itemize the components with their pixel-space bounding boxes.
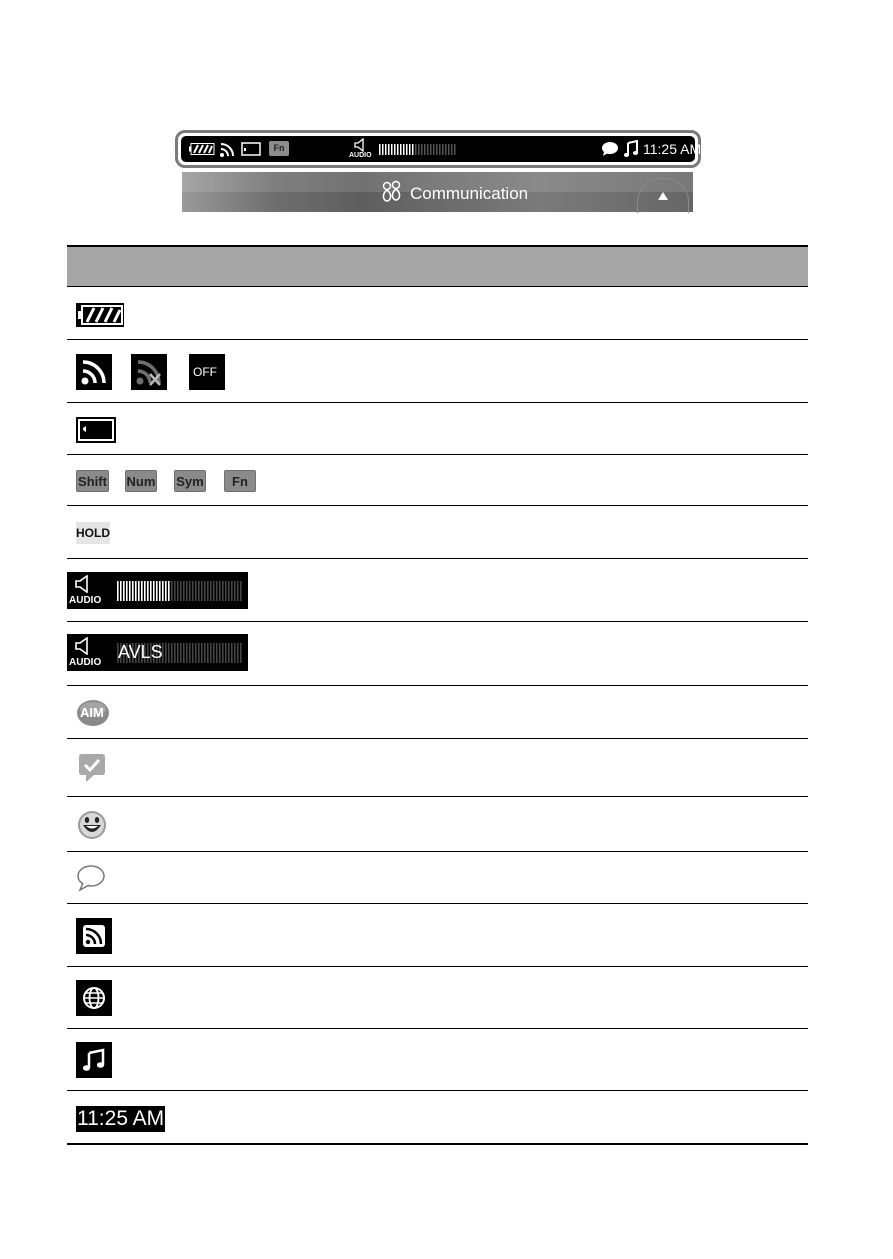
level-bar xyxy=(171,643,173,663)
level-bar xyxy=(415,144,417,155)
memory-card-icon xyxy=(76,417,116,443)
sym-key-indicator: Sym xyxy=(174,470,206,492)
level-bar xyxy=(138,581,140,601)
level-bar xyxy=(165,643,167,663)
level-bar xyxy=(189,581,191,601)
num-key-indicator: Num xyxy=(125,470,157,492)
clock-time: 11:25 AM xyxy=(77,1107,165,1130)
level-bar xyxy=(222,581,224,601)
level-bar xyxy=(454,144,456,155)
level-bar xyxy=(180,643,182,663)
level-bar xyxy=(216,643,218,663)
wireless-off-icon xyxy=(189,354,225,390)
level-bar xyxy=(400,144,402,155)
table-row xyxy=(67,797,808,852)
level-bar xyxy=(225,581,227,601)
level-bar xyxy=(126,581,128,601)
level-bar xyxy=(442,144,444,155)
volume-level-icon xyxy=(117,581,247,601)
speaker-icon xyxy=(75,637,93,655)
wireless-on-icon xyxy=(76,354,112,390)
level-bar xyxy=(171,581,173,601)
table-row xyxy=(67,403,808,455)
level-bar xyxy=(168,643,170,663)
level-bar xyxy=(177,581,179,601)
level-bar xyxy=(201,643,203,663)
level-bar xyxy=(231,581,233,601)
level-bar xyxy=(418,144,420,155)
level-bar xyxy=(228,581,230,601)
fn-key-indicator: Fn xyxy=(269,141,289,156)
level-bar xyxy=(394,144,396,155)
table-row xyxy=(67,559,808,622)
level-bar xyxy=(433,144,435,155)
level-bar xyxy=(204,643,206,663)
level-bar xyxy=(195,643,197,663)
level-bar xyxy=(225,643,227,663)
level-bar xyxy=(240,581,242,601)
level-bar xyxy=(186,643,188,663)
table-row xyxy=(67,506,808,559)
clock: 11:25 AM xyxy=(643,141,702,157)
level-bar xyxy=(186,581,188,601)
battery-icon xyxy=(76,303,124,327)
level-bar xyxy=(174,643,176,663)
level-bar xyxy=(189,643,191,663)
level-bar xyxy=(165,581,167,601)
rss-feed-icon xyxy=(76,918,112,954)
level-bar xyxy=(388,144,390,155)
fn-key-indicator: Fn xyxy=(224,470,256,492)
status-icon-table xyxy=(67,245,808,1145)
level-bar xyxy=(421,144,423,155)
level-bar xyxy=(192,643,194,663)
level-bar xyxy=(207,643,209,663)
table-row xyxy=(67,455,808,506)
level-bar xyxy=(216,581,218,601)
level-bar xyxy=(132,581,134,601)
communication-label: Communication xyxy=(410,184,529,203)
table-row xyxy=(67,739,808,797)
audio-label: AUDIO xyxy=(69,595,102,606)
level-bar xyxy=(129,581,131,601)
avls-indicator xyxy=(67,634,248,671)
level-bar xyxy=(424,144,426,155)
level-bar xyxy=(427,144,429,155)
chat-bubble-icon[interactable] xyxy=(601,141,619,157)
level-bar xyxy=(141,581,143,601)
audio-label: AUDIO xyxy=(349,152,372,159)
music-note-icon[interactable] xyxy=(623,140,639,158)
level-bar xyxy=(183,581,185,601)
level-bar xyxy=(210,643,212,663)
level-bar xyxy=(403,144,405,155)
communication-icon xyxy=(381,180,403,204)
table-row xyxy=(67,622,808,686)
level-bar xyxy=(204,581,206,601)
communication-bar[interactable] xyxy=(182,172,693,212)
level-bar xyxy=(219,581,221,601)
audio-speaker-icon[interactable] xyxy=(349,138,379,162)
table-row xyxy=(67,967,808,1029)
memory-card-icon xyxy=(241,142,261,156)
level-bar xyxy=(192,581,194,601)
hold-label: HOLD xyxy=(76,522,110,544)
music-note-icon xyxy=(76,1042,112,1078)
chat-bubble-icon xyxy=(76,864,106,892)
level-bar xyxy=(237,643,239,663)
off-label: OFF xyxy=(193,365,217,379)
yahoo-messenger-icon xyxy=(76,809,108,841)
level-bar xyxy=(198,581,200,601)
level-bar xyxy=(439,144,441,155)
level-bar xyxy=(147,581,149,601)
aim-label: AIM xyxy=(80,705,104,720)
level-bar xyxy=(222,643,224,663)
shift-key-indicator: Shift xyxy=(76,470,109,492)
level-bar xyxy=(409,144,411,155)
battery-icon xyxy=(189,143,215,155)
table-row xyxy=(67,686,808,739)
level-bar xyxy=(436,144,438,155)
table-row xyxy=(67,340,808,403)
level-bar xyxy=(451,144,453,155)
table-row xyxy=(67,1091,808,1145)
level-bar xyxy=(234,581,236,601)
audio-volume-indicator xyxy=(67,572,248,609)
arrow-up-icon xyxy=(657,191,669,201)
web-globe-icon xyxy=(76,980,112,1016)
level-bar xyxy=(228,643,230,663)
level-bar xyxy=(174,581,176,601)
level-bar xyxy=(123,581,125,601)
level-bar xyxy=(150,581,152,601)
level-bar xyxy=(162,581,164,601)
level-bar xyxy=(213,643,215,663)
level-bar xyxy=(135,581,137,601)
table-row xyxy=(67,1029,808,1091)
wireless-disconnected-icon xyxy=(131,354,167,390)
level-bar xyxy=(153,581,155,601)
level-bar xyxy=(234,643,236,663)
level-bar xyxy=(144,581,146,601)
table-row xyxy=(67,904,808,967)
level-bar xyxy=(412,144,414,155)
audio-label: AUDIO xyxy=(69,657,102,668)
level-bar xyxy=(195,581,197,601)
level-bar xyxy=(231,643,233,663)
level-bar xyxy=(168,581,170,601)
table-row xyxy=(67,852,808,904)
level-bar xyxy=(156,581,158,601)
level-bar xyxy=(210,581,212,601)
level-bar xyxy=(391,144,393,155)
volume-level-icon[interactable] xyxy=(379,144,459,155)
level-bar xyxy=(219,643,221,663)
level-bar xyxy=(120,581,122,601)
google-talk-icon xyxy=(76,752,108,784)
wireless-icon[interactable] xyxy=(219,140,237,158)
speaker-icon xyxy=(75,575,93,593)
level-bar xyxy=(159,581,161,601)
level-bar xyxy=(445,144,447,155)
level-bar xyxy=(183,643,185,663)
level-bar xyxy=(406,144,408,155)
level-bar xyxy=(180,581,182,601)
level-bar xyxy=(382,144,384,155)
modifier-keys xyxy=(76,470,276,492)
level-bar xyxy=(385,144,387,155)
level-bar xyxy=(213,581,215,601)
level-bar xyxy=(430,144,432,155)
table-row xyxy=(67,287,808,340)
table-header xyxy=(67,245,808,287)
level-bar xyxy=(117,581,119,601)
level-bar xyxy=(207,581,209,601)
level-bar xyxy=(177,643,179,663)
hold-indicator xyxy=(76,522,110,544)
level-bar xyxy=(448,144,450,155)
level-bar xyxy=(379,144,381,155)
level-bar xyxy=(240,643,242,663)
avls-label: AVLS xyxy=(118,642,163,662)
aim-icon xyxy=(76,699,110,727)
status-bar xyxy=(175,130,701,168)
level-bar xyxy=(237,581,239,601)
level-bar xyxy=(201,581,203,601)
level-bar xyxy=(397,144,399,155)
level-bar xyxy=(198,643,200,663)
